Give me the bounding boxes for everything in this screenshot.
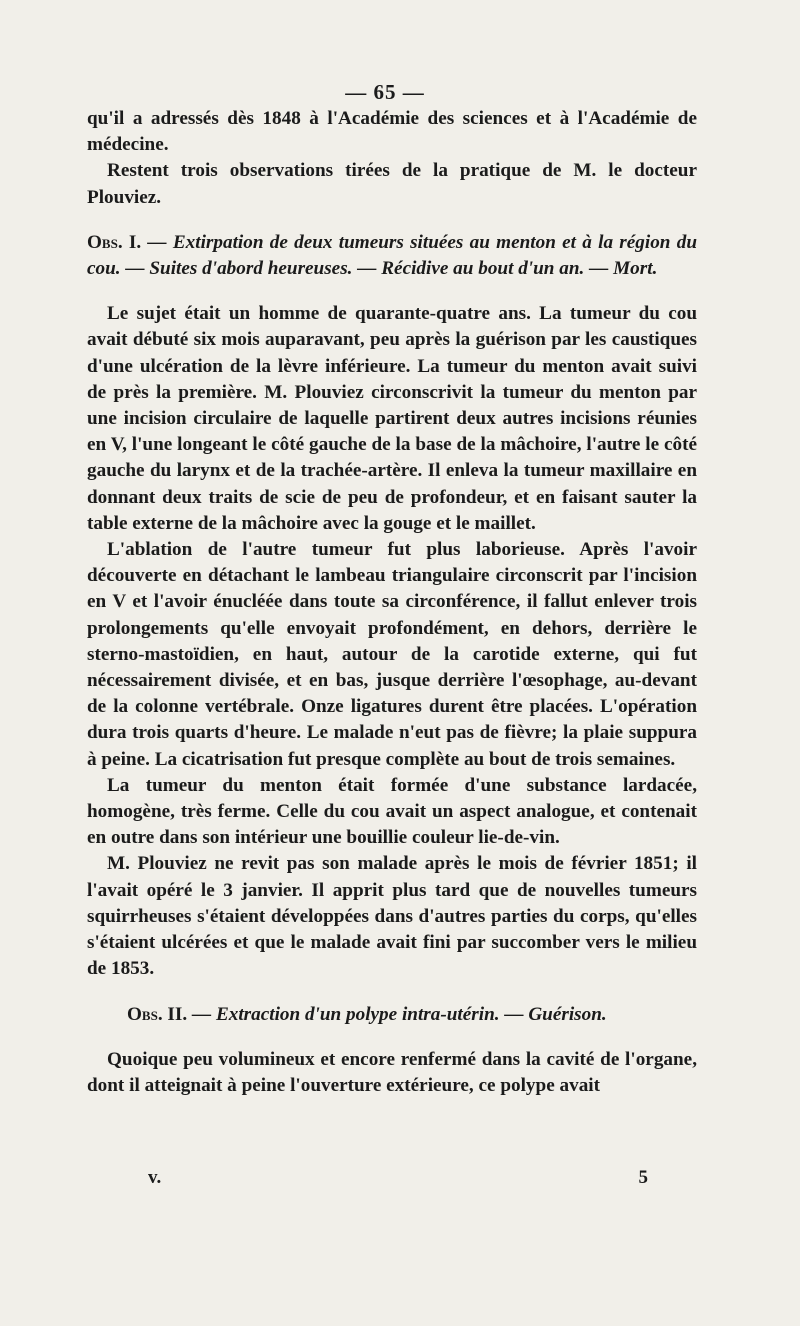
observation-label: Obs. II. (127, 1003, 188, 1025)
paragraph: M. Plouviez ne revit pas son malade après le mois de février 1851; il l'avait opéré le 3 janvier. Il apprit plus tard que de nouvelles tumeurs squirrheuses s'étaient développées dans d'autres parties du corps, qu'elles s'étaient ulcérées et que le malade avait fini par succomber vers le milieu de 1853. (87, 853, 697, 980)
paragraph: qu'il a adressés dès 1848 à l'Académie des sciences et à l'Académie de médecine. (87, 108, 697, 156)
paragraph: La tumeur du menton était formée d'une substance lardacée, homogène, très ferme. Celle du cou avait un aspect analogue, et contenait en outre dans son intérieur une bouillie couleur lie-de-vin. (87, 774, 697, 849)
page-number: — 65 — (345, 80, 425, 104)
paragraph: Le sujet était un homme de quarante-quatre ans. La tumeur du cou avait débuté six mois auparavant, peu après la guérison par les caustiques d'une ulcération de la lèvre inférieure. La tumeur du menton avait suivi de près la première. M. Plouviez circonscrivit la tumeur du menton par une incision circulaire de laquelle partirent deux autres incisions réunies en V, l'une longeant le côté gauche de la base de la mâchoire, l'autre le côté gauche du larynx et de la trachée-artère. Il enleva la tumeur maxillaire en donnant deux traits de scie de peu de profondeur, et en faisant sauter la table externe de la mâchoire avec la gouge et le maillet. (87, 303, 697, 534)
paragraph: Restent trois observations tirées de la pratique de M. le docteur Plouviez. (87, 160, 697, 208)
sheet-number: 5 (638, 1167, 648, 1188)
signature-mark: v. (148, 1167, 162, 1188)
page-body (87, 106, 697, 1099)
observation-heading (87, 230, 697, 282)
observation-heading (87, 1002, 697, 1028)
paragraph: Quoique peu volumineux et encore renfermé dans la cavité de l'organe, dont il atteignait à peine l'ouverture extérieure, ce polype avait (87, 1048, 697, 1096)
observation-title: — Extirpation de deux tumeurs situées au menton et à la région du cou. — Suites d'abord heureuses. — Récidive au bout d'un an. — Mort. (87, 231, 697, 280)
paragraph: L'ablation de l'autre tumeur fut plus laborieuse. Après l'avoir découverte en détachant le lambeau triangulaire circonscrit par l'incision en V et l'avoir énucléée dans toute sa circonférence, il fallut enlever trois prolongements qu'elle envoyait profondément, en dehors, derrière le sterno-mastoïdien, en haut, autour de la carotide externe, qui fut nécessairement divisée, et en bas, jusque derrière l'œsophage, au-devant de la colonne vertébrale. Onze ligatures durent être placées. L'opération dura trois quarts d'heure. Le malade n'eut pas de fièvre; la plaie suppura à peine. La cicatrisation fut presque complète au bout de trois semaines. (87, 539, 697, 770)
observation-label: Obs. I. (87, 231, 142, 253)
observation-title: — Extraction d'un polype intra-utérin. — Guérison. (187, 1003, 607, 1025)
